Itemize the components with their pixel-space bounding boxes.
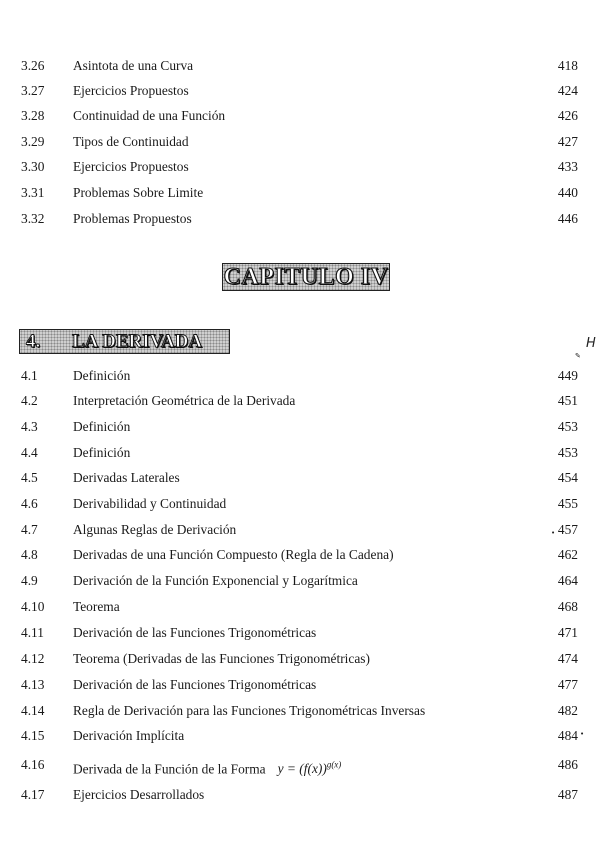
entry-number: 4.17 xyxy=(21,787,45,802)
entry-title: Interpretación Geométrica de la Derivada xyxy=(73,393,296,408)
entry-title: Derivación de las Funciones Trigonométricas xyxy=(73,677,317,692)
entry-title: Regla de Derivación para las Funciones Trigonométricas Inversas xyxy=(73,703,426,718)
entry-number: 4.9 xyxy=(21,573,38,588)
entry-number: 4.2 xyxy=(21,393,38,408)
entry-number: 4.4 xyxy=(21,445,38,460)
entry-page: 449 xyxy=(557,368,578,383)
entry-number: 3.27 xyxy=(21,83,45,98)
entry-number: 3.28 xyxy=(21,108,45,123)
toc-entry xyxy=(0,366,600,386)
toc-entry xyxy=(0,391,600,411)
toc-entry xyxy=(0,468,600,488)
entry-page: 454 xyxy=(557,470,578,485)
entry-page: 464 xyxy=(557,573,578,588)
entry-number: 4.1 xyxy=(21,368,38,383)
entry-page: 455 xyxy=(557,496,578,511)
entry-number: 4.7 xyxy=(21,522,38,537)
entry-number: 4.6 xyxy=(21,496,38,511)
entry-page: 468 xyxy=(557,599,578,614)
entry-title: Derivadas Laterales xyxy=(73,470,180,485)
entry-page: 453 xyxy=(557,419,578,434)
toc-entry xyxy=(0,755,600,775)
formula-exponent: g(x) xyxy=(326,760,342,770)
toc-entry xyxy=(0,675,600,695)
entry-title: Ejercicios Propuestos xyxy=(73,159,189,174)
toc-entry xyxy=(0,701,600,721)
section-number: 4. xyxy=(26,331,41,352)
entry-title: Problemas Propuestos xyxy=(73,211,192,226)
entry-page: 451 xyxy=(557,393,578,408)
toc-entry xyxy=(0,417,600,437)
entry-page: 453 xyxy=(557,445,578,460)
entry-page: 474 xyxy=(557,651,578,666)
entry-page: 487 xyxy=(557,787,578,802)
toc-entry xyxy=(0,157,600,177)
entry-number: 3.32 xyxy=(21,211,45,226)
entry-page: 440 xyxy=(557,185,578,200)
chapter-title: CAPITULO IV xyxy=(223,263,389,290)
entry-page: 426 xyxy=(557,108,578,123)
dot-mark-icon: • xyxy=(551,529,556,537)
entry-number: 4.14 xyxy=(21,703,45,718)
entry-title-text: Derivada de la Función de la Forma xyxy=(73,761,266,777)
entry-page: 446 xyxy=(557,211,578,226)
toc-entry xyxy=(0,106,600,126)
entry-number: 3.31 xyxy=(21,185,45,200)
entry-title: Teorema (Derivadas de las Funciones Trigonométricas) xyxy=(73,651,370,666)
entry-title xyxy=(73,755,341,779)
entry-title: Derivación de la Función Exponencial y Logarítmica xyxy=(73,573,358,588)
toc-entry xyxy=(0,649,600,669)
entry-page: 484 xyxy=(557,728,578,743)
pencil-mark-icon: ✎ xyxy=(575,352,581,360)
entry-number: 3.26 xyxy=(21,58,45,73)
entry-page: 457 xyxy=(557,522,578,537)
entry-number: 4.13 xyxy=(21,677,45,692)
entry-title: Problemas Sobre Limite xyxy=(73,185,204,200)
toc-entry xyxy=(0,520,600,540)
toc-entry xyxy=(0,132,600,152)
entry-number: 4.12 xyxy=(21,651,45,666)
formula-base: y = (f(x)) xyxy=(277,761,327,777)
entry-page: 424 xyxy=(557,83,578,98)
entry-title: Derivación de las Funciones Trigonométricas xyxy=(73,625,317,640)
entry-number: 4.8 xyxy=(21,547,38,562)
entry-title: Algunas Reglas de Derivación xyxy=(73,522,237,537)
entry-page: 482 xyxy=(557,703,578,718)
entry-title: Tipos de Continuidad xyxy=(73,134,189,149)
entry-title: Definición xyxy=(73,419,131,434)
toc-entry xyxy=(0,785,600,805)
entry-number: 4.11 xyxy=(21,625,44,640)
entry-page: 471 xyxy=(557,625,578,640)
dot-mark-icon: • xyxy=(580,730,585,738)
entry-number: 3.29 xyxy=(21,134,45,149)
entry-number: 4.15 xyxy=(21,728,45,743)
entry-page: 477 xyxy=(557,677,578,692)
entry-page: 433 xyxy=(557,159,578,174)
entry-page: 486 xyxy=(557,757,578,772)
entry-title: Ejercicios Desarrollados xyxy=(73,787,205,802)
entry-number: 4.5 xyxy=(21,470,38,485)
entry-title: Definición xyxy=(73,445,131,460)
toc-entry xyxy=(0,443,600,463)
handwritten-note: H xyxy=(586,336,596,351)
toc-entry xyxy=(0,81,600,101)
toc-entry xyxy=(0,209,600,229)
formula xyxy=(278,761,342,776)
entry-page: 427 xyxy=(557,134,578,149)
toc-entry xyxy=(0,726,600,746)
section-title: LA DERIVADA xyxy=(72,331,203,352)
toc-entry xyxy=(0,545,600,565)
chapter-heading xyxy=(222,263,390,291)
toc-entry xyxy=(0,623,600,643)
entry-title: Derivabilidad y Continuidad xyxy=(73,496,227,511)
toc-entry xyxy=(0,183,600,203)
toc-entry xyxy=(0,571,600,591)
entry-number: 4.16 xyxy=(21,757,45,772)
entry-title: Derivadas de una Función Compuesto (Regla de la Cadena) xyxy=(73,547,394,562)
entry-title: Continuidad de una Función xyxy=(73,108,226,123)
entry-number: 4.10 xyxy=(21,599,45,614)
entry-page: 418 xyxy=(557,58,578,73)
section-heading xyxy=(19,329,230,354)
toc-entry xyxy=(0,56,600,76)
entry-number: 4.3 xyxy=(21,419,38,434)
entry-page: 462 xyxy=(557,547,578,562)
toc-entry xyxy=(0,597,600,617)
entry-title: Asintota de una Curva xyxy=(73,58,194,73)
entry-number: 3.30 xyxy=(21,159,45,174)
entry-title: Ejercicios Propuestos xyxy=(73,83,189,98)
toc-entry xyxy=(0,494,600,514)
entry-title: Teorema xyxy=(73,599,120,614)
entry-title: Derivación Implícita xyxy=(73,728,185,743)
entry-title: Definición xyxy=(73,368,131,383)
